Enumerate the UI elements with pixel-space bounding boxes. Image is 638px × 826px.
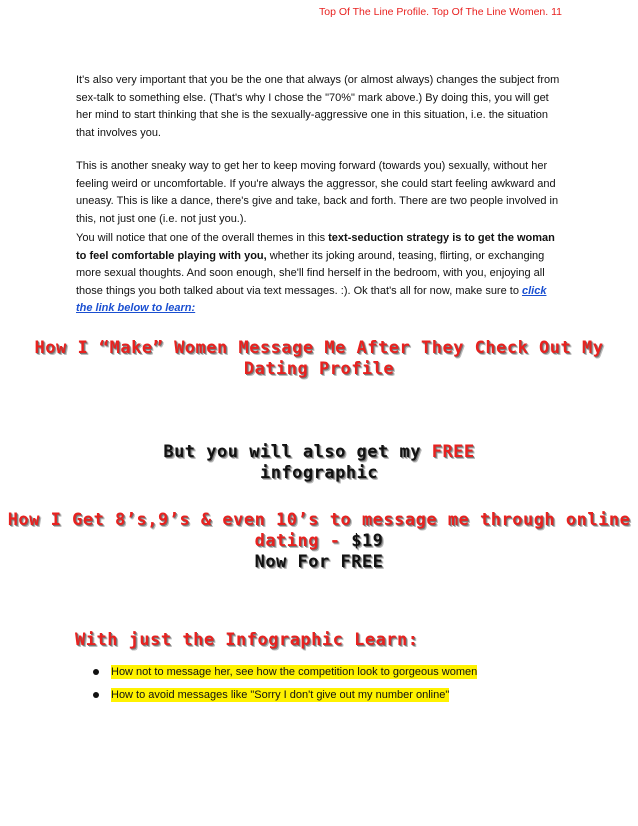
page-header: Top Of The Line Profile. Top Of The Line Women. 11 bbox=[318, 6, 562, 18]
benefit-list bbox=[93, 660, 477, 706]
price-label: $19 bbox=[351, 531, 384, 551]
list-item bbox=[93, 660, 477, 683]
infographic-title: How I Get 8’s,9’s & even 10’s to message me through online dating - bbox=[7, 510, 631, 551]
free-label: FREE bbox=[431, 442, 475, 462]
bonus-heading bbox=[0, 442, 638, 484]
bonus-tail: infographic bbox=[259, 463, 379, 483]
learn-heading: With just the Infographic Learn: bbox=[75, 630, 419, 650]
list-item bbox=[93, 683, 477, 706]
bonus-lead: But you will also get my bbox=[163, 442, 432, 462]
paragraph-1: It's also very important that you be the one that always (or almost always) changes the subject from sex-talk to something else. (That's why I chose the "70%" mark above.) By doing this, you will get her mind to start thinking that she is the sexually-aggressive one in this situation, i.e. the situation that involves you. bbox=[76, 74, 560, 139]
paragraph-3-mid: whether its joking around, teasing, flirting, or exchanging more sexual thoughts. And soon enough, she'll find herself in the bedroom, with you, enjoying all those things you both talked about via text messages. :). Ok that's all for now, make sure to bbox=[76, 249, 545, 297]
bullet-icon bbox=[93, 669, 99, 675]
paragraph-3-start: You will notice that one of the overall themes in this bbox=[76, 232, 329, 244]
paragraph-3-bold: text-seduction strategy is to get the woman to feel comfortable playing with you, bbox=[76, 232, 555, 262]
paragraph-3 bbox=[76, 230, 566, 318]
list-item-text: How to avoid messages like "Sorry I don't give out my number online" bbox=[111, 688, 450, 701]
infographic-heading[interactable] bbox=[0, 510, 638, 573]
learn-link[interactable]: click the link below to learn: bbox=[76, 284, 547, 314]
list-item-text: How not to message her, see how the competition look to gorgeous women bbox=[111, 665, 478, 678]
bullet-icon bbox=[93, 692, 99, 698]
profile-headline[interactable]: How I “Make” Women Message Me After They Check Out My Dating Profile bbox=[34, 338, 604, 379]
now-free-label: Now For FREE bbox=[254, 552, 384, 572]
paragraph-2: This is another sneaky way to get her to keep moving forward (towards you) sexually, without her feeling weird or uncomfortable. If you're always the aggressor, she could start feeling awkward and uneasy. This is like a dance, there's give and take, back and forth. There are two people involved in this, not just one (i.e. not just you.). bbox=[76, 160, 559, 225]
